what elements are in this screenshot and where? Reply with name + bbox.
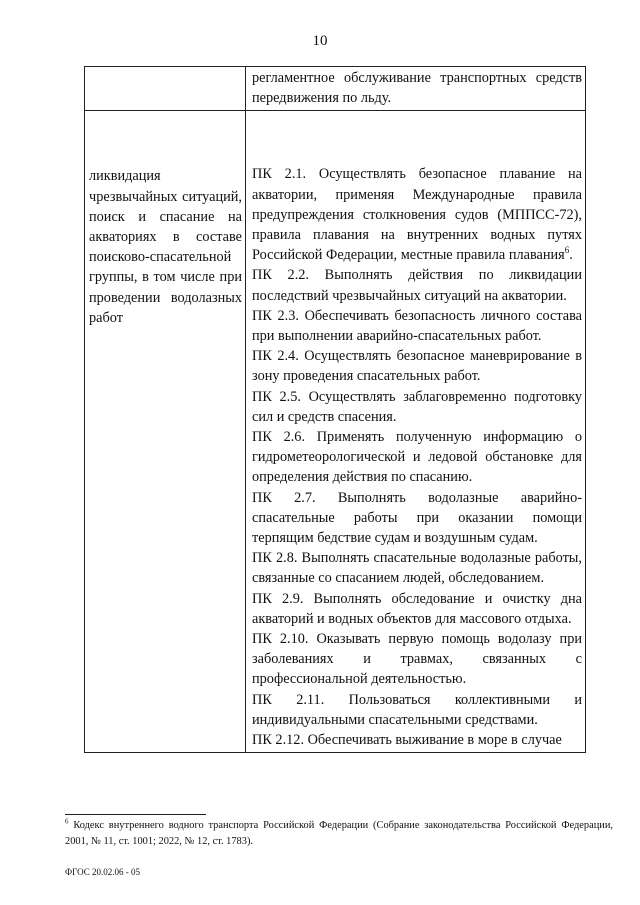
competency-item: ПК 2.4. Осуществлять безопасное маневрирование в зону проведения спасательных работ. — [252, 348, 582, 385]
page-number: 10 — [312, 33, 328, 49]
competency-item: ПК 2.7. Выполнять водолазные аварийно-спасательные работы при оказании помощи терпящим бедствие судам и воздушным судам. — [252, 489, 582, 547]
competency-item: ПК 2.5. Осуществлять заблаговременно подготовку сил и средств спасения. — [252, 388, 582, 425]
competency-item: ПК 2.9. Выполнять обследование и очистку дна акваторий и водных объектов для массового отдыха. — [252, 590, 582, 627]
competency-text: ПК 2.1. Осуществлять безопасное плавание на акватории, применяя Международные правила предупреждения столкновения судов (МППСС-72), правила плавания на внутренних водных путях Российской Федерации, местные правила плавания — [252, 166, 582, 264]
footnote-marker: 6 — [65, 817, 69, 826]
table-cell-competencies — [246, 111, 586, 753]
table-cell-activity — [85, 111, 246, 753]
competency-text-end: . — [569, 247, 573, 264]
footnote — [65, 818, 613, 850]
table-row — [85, 111, 586, 753]
footnote-divider — [65, 814, 206, 815]
table-cell-activity — [85, 67, 246, 111]
competency-item: ПК 2.11. Пользоваться коллективными и индивидуальными спасательными средствами. — [252, 691, 582, 728]
competency-item: ПК 2.8. Выполнять спасательные водолазные работы, связанные со спасанием людей, обследованием. — [252, 550, 582, 587]
document-code: ФГОС 20.02.06 - 05 — [65, 867, 140, 877]
competency-item — [252, 164, 582, 265]
competency-item: ПК 2.6. Применять полученную информацию о гидрометеорологической и ледовой обстановке для определения действия по спасанию. — [252, 429, 582, 486]
footnote-ref: 6 — [564, 245, 570, 256]
table-cell-competencies: регламентное обслуживание транспортных средств передвижения по льду. — [246, 67, 586, 111]
competency-item: ПК 2.12. Обеспечивать выживание в море в случае — [252, 732, 562, 749]
competency-item: ПК 2.3. Обеспечивать безопасность личного состава при выполнении аварийно-спасательных работ. — [252, 307, 582, 345]
competency-item: ПК 2.10. Оказывать первую помощь водолазу при заболеваниях и травмах, связанных с профессиональной деятельностью. — [252, 631, 582, 688]
activity-text: ликвидация чрезвычайных ситуаций, поиск и спасание на акваториях в составе поисково-спасательной группы, в том числе при проведении водолазных работ — [89, 168, 242, 326]
competency-table — [84, 66, 586, 753]
footnote-text: Кодекс внутреннего водного транспорта Российской Федерации (Собрание законодательства Российской Федерации, 2001, № 11, ст. 1001; 2022, № 12, ст. 1783). — [65, 820, 613, 847]
competency-item: ПК 2.2. Выполнять действия по ликвидации последствий чрезвычайных ситуаций на акватории. — [252, 267, 582, 304]
table-row — [85, 67, 586, 111]
